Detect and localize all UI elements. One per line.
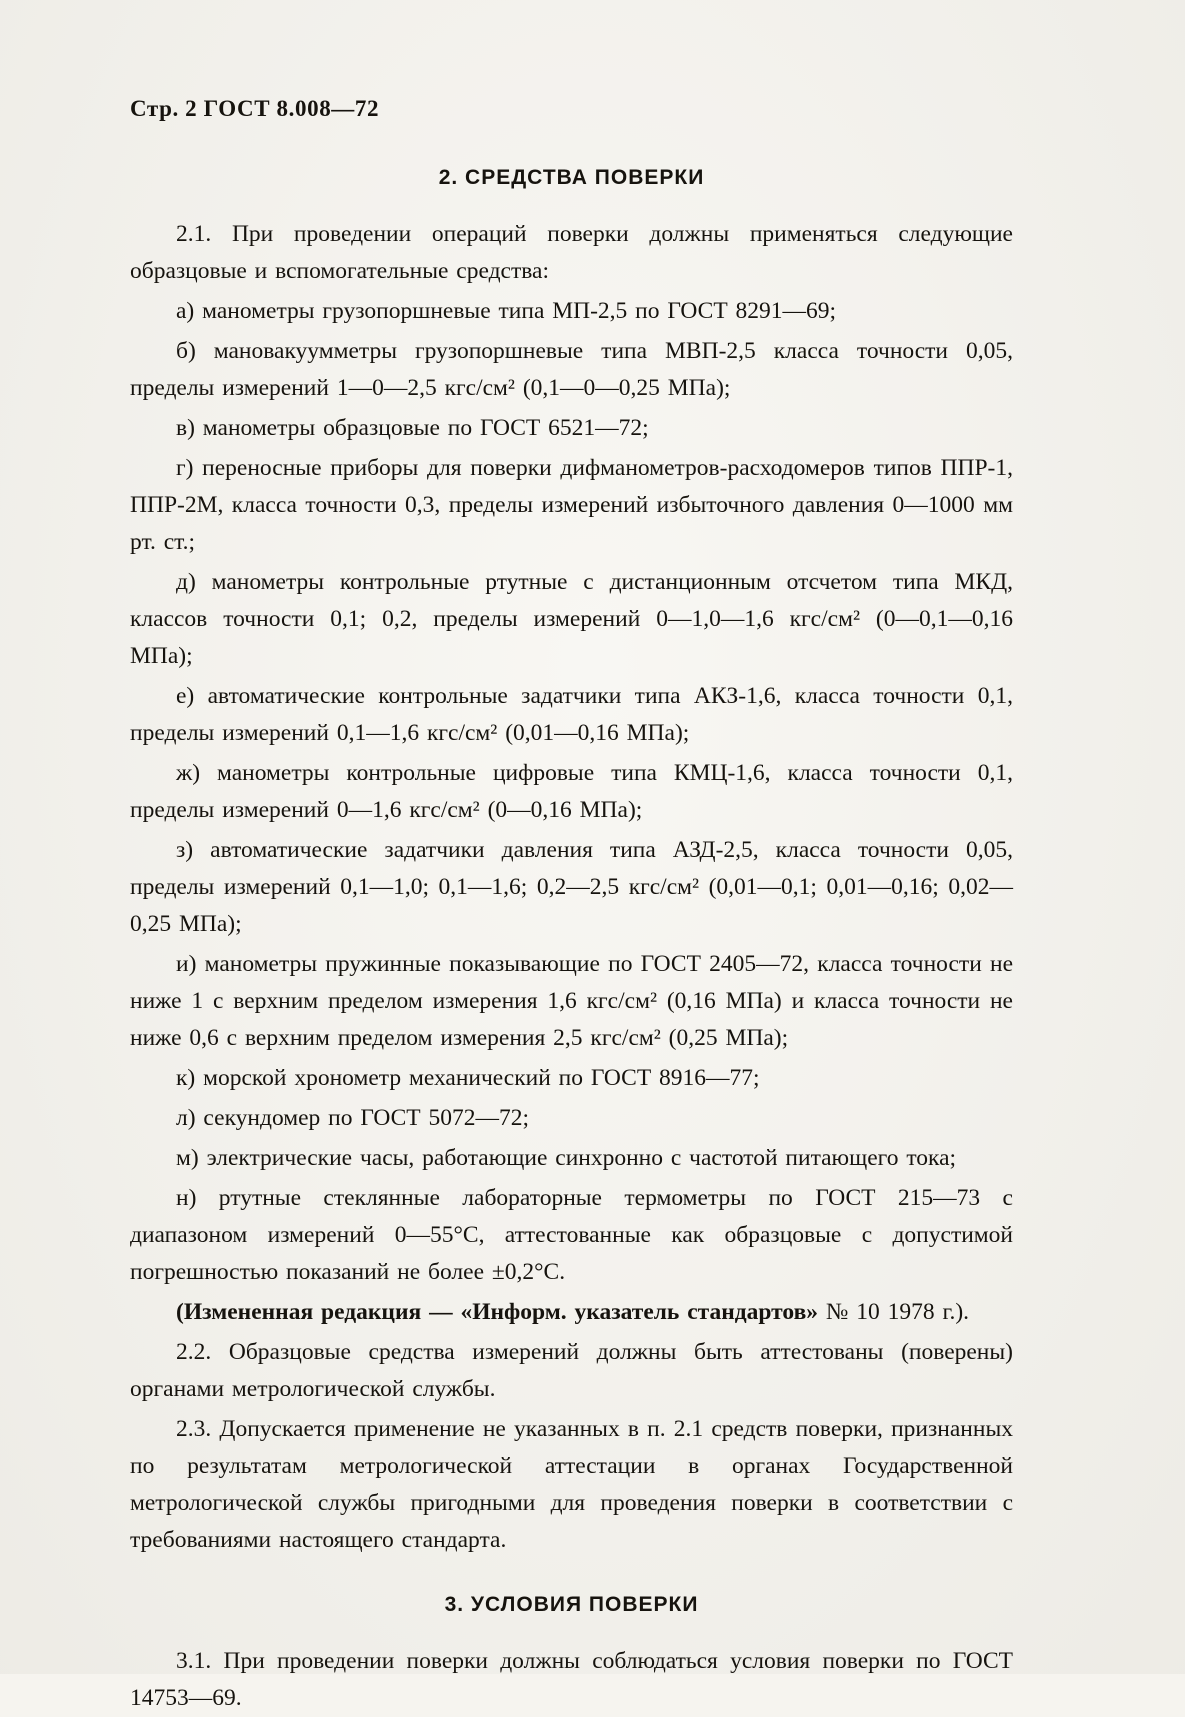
item-v: в) манометры образцовые по ГОСТ 6521—72; (176, 415, 649, 441)
item-z: з) автоматические задатчики давления типа АЗД-2,5, класса точности 0,05, пределы измерений 0,1—1,0; 0,1—1,6; 0,2—2,5 кгс/см² (0,01—0,1; 0,01—0,16; 0,02—0,25 МПа); (130, 837, 1013, 937)
item-g: г) переносные приборы для поверки дифманометров-расходомеров типов ППР-1, ППР-2М, класса точности 0,3, пределы измерений избыточного давления 0—1000 мм рт. ст.; (130, 455, 1013, 555)
item-k: к) морской хронометр механический по ГОСТ 8916—77; (176, 1065, 760, 1091)
item-zh: ж) манометры контрольные цифровые типа КМЦ-1,6, класса точности 0,1, пределы измерений 0—1,6 кгс/см² (0—0,16 МПа); (130, 760, 1013, 823)
para-2-1: 2.1. При проведении операций поверки должны применяться следующие образцовые и вспомогательные средства: (130, 221, 1013, 284)
amendment-note (130, 1294, 1013, 1331)
item-e: е) автоматические контрольные задатчики типа АКЗ-1,6, класса точности 0,1, пределы измерений 0,1—1,6 кгс/см² (0,01—0,16 МПа); (130, 683, 1013, 746)
amendment-note-rest: № 10 1978 г.). (818, 1299, 970, 1325)
para-2-2: 2.2. Образцовые средства измерений должны быть аттестованы (поверены) органами метрологической службы. (130, 1339, 1013, 1402)
item-l: л) секундомер по ГОСТ 5072—72; (176, 1105, 530, 1131)
para-3-1: 3.1. При проведении поверки должны соблюдаться условия поверки по ГОСТ 14753—69. (130, 1648, 1013, 1711)
item-m: м) электрические часы, работающие синхронно с частотой питающего тока; (176, 1145, 957, 1171)
item-b: б) мановакуумметры грузопоршневые типа МВП-2,5 класса точности 0,05, пределы измерений 1—0—2,5 кгс/см² (0,1—0—0,25 МПа); (130, 338, 1013, 401)
item-i: и) манометры пружинные показывающие по ГОСТ 2405—72, класса точности не ниже 1 с верхним пределом измерения 1,6 кгс/см² (0,16 МПа) и класса точности не ниже 0,6 с верхним пределом измерения 2,5 кгс/см² (0,25 МПа); (130, 951, 1013, 1051)
item-d: д) манометры контрольные ртутные с дистанционным отсчетом типа МКД, классов точности 0,1; 0,2, пределы измерений 0—1,0—1,6 кгс/см² (0—0,1—0,16 МПа); (130, 569, 1013, 669)
amendment-note-bold: (Измененная редакция — «Информ. указатель стандартов» (176, 1299, 819, 1325)
page-header: Стр. 2 ГОСТ 8.008—72 (130, 96, 380, 121)
section-2-title: 2. СРЕДСТВА ПОВЕРКИ (438, 166, 705, 189)
section-3-title: 3. УСЛОВИЯ ПОВЕРКИ (444, 1593, 699, 1616)
item-n: н) ртутные стеклянные лабораторные термометры по ГОСТ 215—73 с диапазоном измерений 0—55°С, аттестованные как образцовые с допустимой погрешностью показаний не более ±0,2°С. (130, 1185, 1013, 1285)
item-a: а) манометры грузопоршневые типа МП-2,5 по ГОСТ 8291—69; (176, 298, 837, 324)
para-2-3: 2.3. Допускается применение не указанных в п. 2.1 средств поверки, признанных по результатам метрологической аттестации в органах Государственной метрологической службы пригодными для проведения поверки в соответствии с требованиями настоящего стандарта. (130, 1416, 1013, 1553)
